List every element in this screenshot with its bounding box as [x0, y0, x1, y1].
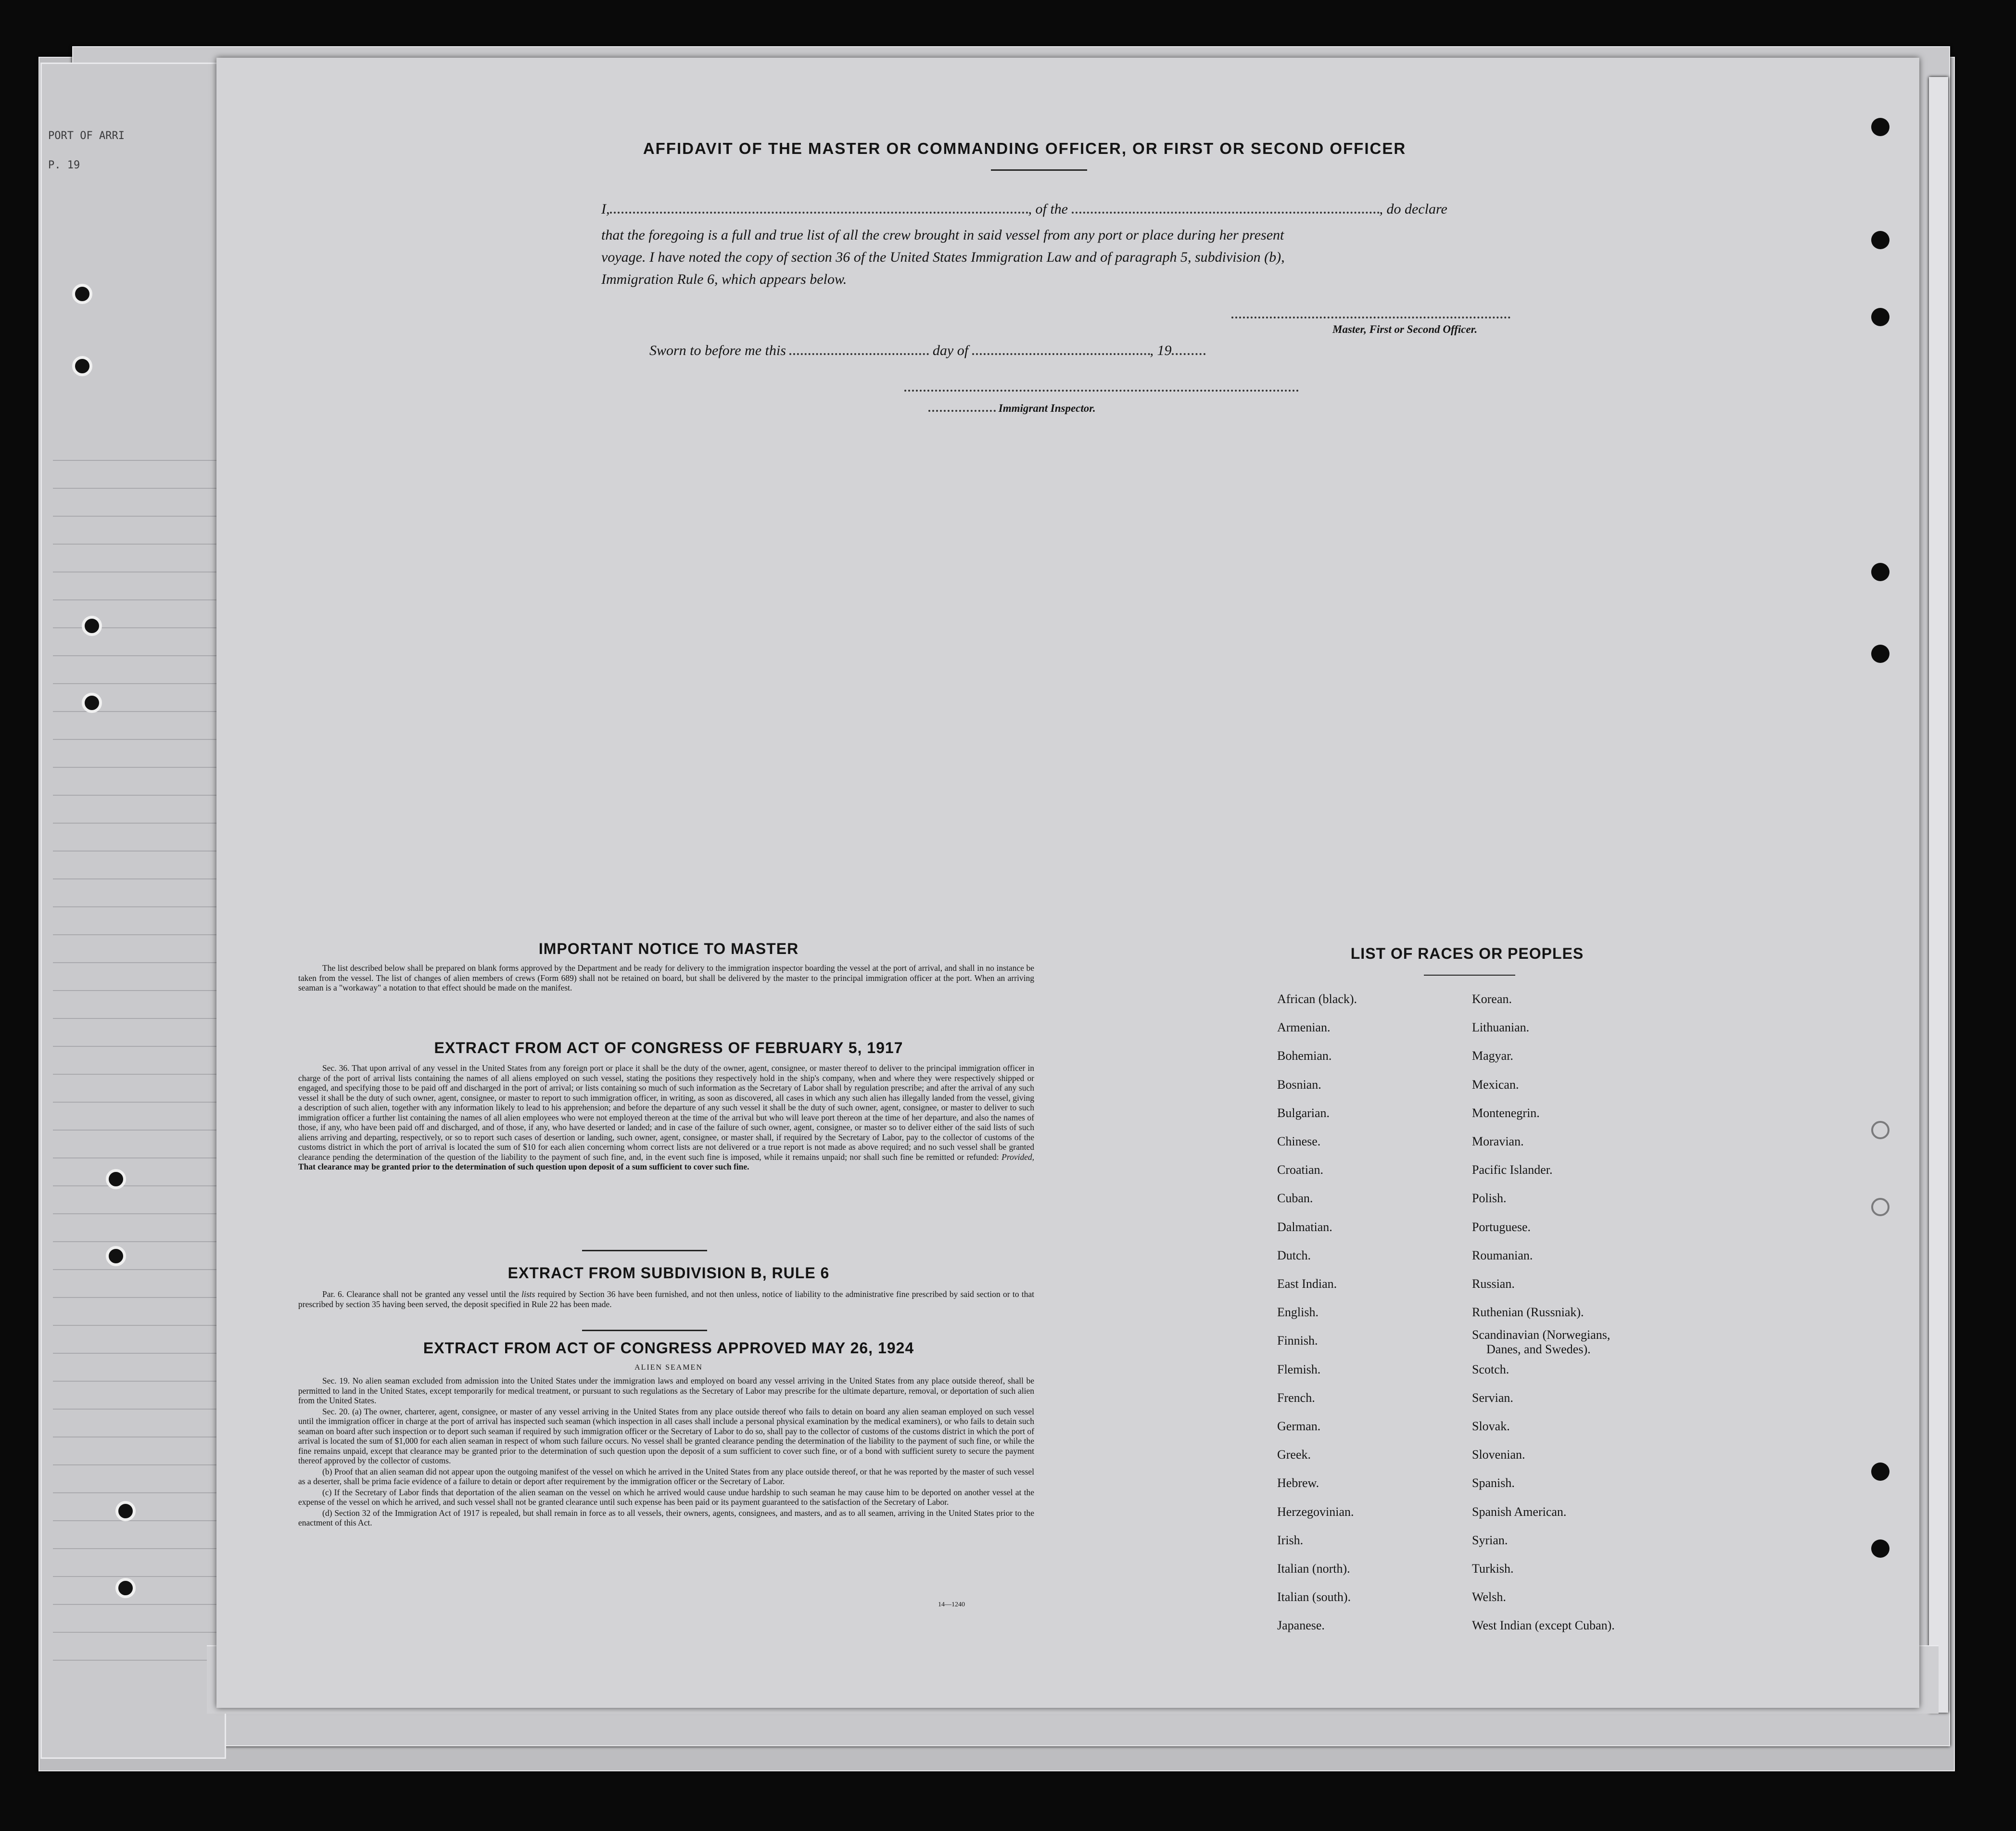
sworn-prefix: Sworn to before me this [649, 343, 786, 358]
race-entry: Danes, and Swedes). [1486, 1342, 1591, 1356]
port-stamp [48, 130, 149, 255]
inspector-caption-line [928, 402, 1096, 415]
race-entry: Finnish. [1277, 1334, 1318, 1348]
sworn-mid: day of [932, 343, 969, 358]
race-entry: French. [1277, 1390, 1315, 1405]
extract-1924-body [298, 1376, 1034, 1529]
punch-hole [1871, 118, 1889, 136]
race-entry: Roumanian. [1472, 1248, 1533, 1262]
extract-1924-title: EXTRACT FROM ACT OF CONGRESS APPROVED MAY 26, 1924 [423, 1339, 914, 1357]
race-entry: Dutch. [1277, 1248, 1311, 1262]
race-entry: Turkish. [1472, 1562, 1514, 1576]
punch-hole [1871, 645, 1889, 663]
day-blank[interactable] [789, 348, 929, 355]
name-blank[interactable] [610, 207, 1028, 214]
punch-hole [115, 1578, 136, 1598]
signature-caption: Master, First or Second Officer. [1332, 323, 1478, 335]
race-entry: Bohemian. [1277, 1049, 1332, 1063]
race-entry: Welsh. [1472, 1590, 1506, 1604]
race-entry: Lithuanian. [1472, 1020, 1530, 1035]
race-entry: Italian (north). [1277, 1562, 1350, 1576]
punch-hole [106, 1169, 126, 1189]
section-20b-paragraph: (b) Proof that an alien seaman did not appear upon the outgoing manifest of the vessel on which he arrived in the United States from any place outside thereof, or that he was reported by the master of such vessel as a deserter, shall be prima facie evidence of a failure to detain or deport after requirement by the immigration officer or the Secretary of Labor. [298, 1466, 1034, 1486]
punch-hole [1871, 563, 1889, 581]
race-entry: Italian (south). [1277, 1590, 1351, 1604]
punch-hole [1871, 231, 1889, 249]
race-entry: Montenegrin. [1472, 1106, 1540, 1120]
race-entry: Servian. [1472, 1390, 1513, 1405]
race-entry: Magyar. [1472, 1049, 1513, 1063]
race-entry: Chinese. [1277, 1134, 1321, 1148]
crew-manifest-back-page [216, 58, 1919, 1708]
race-entry: Flemish. [1277, 1362, 1321, 1376]
race-entry: German. [1277, 1419, 1321, 1433]
notice-body [298, 963, 1034, 994]
inspector-signature-line[interactable] [904, 390, 1299, 392]
race-entry: Herzegovinian. [1277, 1504, 1354, 1519]
sworn-line [649, 343, 1205, 359]
notice-paragraph: The list described below shall be prepared on blank forms approved by the Department and be ready for delivery to the immigration inspector boarding the vessel at the port of arrival, and shall in no instance be taken from the vessel. The list of changes of alien members of crews (Form 689) shall not be retained on board, but shall be delivered by the master to the principal immigration officer at the port. When an arriving seaman is a "workaway" a notation to that effect should be made on the manifest. [298, 963, 1034, 992]
race-entry: Croatian. [1277, 1163, 1324, 1177]
year-blank[interactable] [1172, 348, 1205, 355]
extract-rule6-title: EXTRACT FROM SUBDIVISION B, RULE 6 [507, 1264, 830, 1282]
race-entry: Korean. [1472, 992, 1512, 1006]
race-entry: Ruthenian (Russniak). [1472, 1305, 1584, 1320]
punch-hole [115, 1501, 136, 1521]
race-entry: West Indian (except Cuban). [1472, 1618, 1615, 1633]
declaration-text: voyage. I have noted the copy of section 36 of the United States Immigration Law and of paragraph 5, subdivision (b), [601, 249, 1285, 265]
race-entry: Syrian. [1472, 1533, 1508, 1547]
rule6-text: required by Section 36 have been furnished, and not then unless, notice of liability to the administrative fine prescribed by said section or to that prescribed by section 35 having been served, the deposit specified in Rule 22 has been made. [298, 1289, 1035, 1309]
sworn-suffix: , 19 [1150, 343, 1172, 358]
races-title: LIST OF RACES OR PEOPLES [1350, 945, 1584, 962]
punch-hole [1871, 1539, 1889, 1558]
race-entry: Scandinavian (Norwegians, [1472, 1328, 1610, 1342]
declare-mid: , of the [1028, 201, 1068, 217]
extract-1917-body [298, 1063, 1034, 1173]
race-entry: Slovak. [1472, 1419, 1510, 1433]
declaration-line [601, 201, 1447, 217]
race-entry: Bosnian. [1277, 1077, 1321, 1092]
punch-hole [82, 616, 102, 636]
section-36-text: Sec. 36. That upon arrival of any vessel in the United States from any foreign port or place it shall be the duty of the owner, agent, consignee, or master thereof to deliver to the principal immigration officer in charge of the port of arrival lists containing the names of all aliens employed on such vessel, stating the positions they respectively hold in the ship's company, when and where they were respectively shipped or engaged, and specifying those to be paid off and discharged in the port of arrival; or lists containing so much of such information as the Secretary of Labor shall by regulation prescribe; and after the arrival of any such vessel it shall be the duty of such owner, agent, consignee, or master to report to such immigration officer, in writing, as soon as discovered, all cases in which any such alien has illegally landed from the vessel, giving a description of such alien, together with any information likely to lead to his apprehension; and before the departure of any such vessel it shall be the duty of such owner, agent, consignee, or master to deliver to such immigration officer a further list containing the names of all alien employees who were not employed thereon at the time of the arrival but who will leave port thereon at the time of her departure, and also the names of those, if any, who have been paid off and discharged, and of those, if any, who have deserted or landed; and in case of the failure of such owner, agent, consignee, or master so to deliver either of the said lists of such aliens arriving and departing, respectively, or so to report such cases of desertion or landing, such owner, agent, consignee, or master shall, if required by the Secretary of Labor, pay to the collector of customs of the customs district in which the port of arrival is located the sum of $10 for each alien concerning whom correct lists are not delivered or a true report is not made as above required; and no such vessel shall be granted clearance pending the determination of the question of the liability to the payment of such fine, and, in the event such fine is imposed, while it remains unpaid; nor shall such fine be remitted or refunded: [298, 1063, 1034, 1162]
race-entry: Portuguese. [1472, 1220, 1531, 1234]
stamp-line: P. 19 [48, 159, 80, 171]
race-entry: Armenian. [1277, 1020, 1331, 1035]
section-19-paragraph: Sec. 19. No alien seaman excluded from admission into the United States under the immigration laws and employed on board any vessel arriving in the United States from any place outside thereof, shall be permitted to land in the United States, except temporarily for medical treatment, or pursuant to such regulations as the Secretary of Labor may prescribe for the ultimate departure, removal, or deportation of such alien from the United States. [298, 1376, 1034, 1405]
notice-title: IMPORTANT NOTICE TO MASTER [538, 940, 799, 957]
section-rule [582, 1250, 707, 1251]
extract-1917-title: EXTRACT FROM ACT OF CONGRESS OF FEBRUARY 5, 1917 [434, 1039, 903, 1056]
section-20d-paragraph: (d) Section 32 of the Immigration Act of 1917 is repealed, but shall remain in force as to all vessels, their owners, agents, consignees, and masters, and as to all seamen, arriving in the United States prior to the enactment of this Act. [298, 1508, 1034, 1527]
race-entry: Greek. [1277, 1448, 1311, 1462]
race-entry: Spanish. [1472, 1476, 1515, 1490]
vessel-blank[interactable] [1072, 207, 1380, 214]
race-entry: Russian. [1472, 1277, 1515, 1291]
rule6-paragraph [298, 1289, 1034, 1309]
punch-hole [1871, 1121, 1889, 1139]
rule6-text: Par. 6. Clearance shall not be granted any vessel until the [322, 1289, 519, 1299]
stamp-line: PORT OF ARRI [48, 130, 125, 142]
race-entry: Polish. [1472, 1191, 1507, 1206]
race-entry: Scotch. [1472, 1362, 1509, 1376]
section-rule [582, 1330, 707, 1331]
declaration-text: Immigration Rule 6, which appears below. [601, 271, 847, 287]
extract-rule6-body [298, 1289, 1034, 1310]
section-36-paragraph [298, 1063, 1034, 1172]
title-rule [991, 169, 1087, 171]
form-number: 14—1240 [938, 1601, 965, 1608]
inspector-caption: Immigrant Inspector. [998, 402, 1096, 414]
punch-hole [82, 693, 102, 713]
race-entry: Dalmatian. [1277, 1220, 1332, 1234]
race-entry: Spanish American. [1472, 1504, 1567, 1519]
race-entry: Japanese. [1277, 1618, 1325, 1633]
race-entry: Cuban. [1277, 1191, 1313, 1206]
races-title-rule [1424, 975, 1515, 976]
section-20a-paragraph: Sec. 20. (a) The owner, charterer, agent, consignee, or master of any vessel arriving in the United States from any place outside thereof who fails to detain on board any alien seaman employed on such vessel until the immigration officer in charge at the port of arrival has inspected such seaman (which inspection in all cases shall include a personal physical examination by the medical examiners), or who fails to detain such seaman on board after such inspection or to deport such seaman if required by such immigration officer or the Secretary of Labor to do so, shall pay to the collector of customs of the customs district in which the port of arrival is located the sum of $1,000 for each alien seaman in respect of whom such failure occurs. No vessel shall be granted clearance pending the determination of the liability to the payment of such fine, or while the fine remains unpaid, except that clearance may be granted prior to the determination of such question upon the deposit of a sum sufficient to cover such fine, or of a bond with sufficient surety to secure the payment thereof approved by the collector of customs. [298, 1406, 1034, 1465]
punch-hole [1871, 1198, 1889, 1216]
proviso-word: Provided, [1002, 1152, 1034, 1162]
month-blank[interactable] [972, 348, 1150, 355]
inspector-blank[interactable] [928, 405, 996, 412]
race-entry: Mexican. [1472, 1077, 1519, 1092]
punch-hole [1871, 308, 1889, 326]
race-entry: Bulgarian. [1277, 1106, 1330, 1120]
punch-hole [106, 1246, 126, 1266]
race-entry: Irish. [1277, 1533, 1304, 1547]
alien-seamen-subtitle: ALIEN SEAMEN [634, 1363, 703, 1372]
section-20c-paragraph: (c) If the Secretary of Labor finds that deportation of the alien seaman on the vessel on which he arrived would cause undue hardship to such seaman he may cause him to be deported on another vessel at the expense of the vessel on which he arrived, and such vessel shall not be granted clearance until such expense has been paid or its payment guaranteed to the satisfaction of the Secretary of Labor. [298, 1487, 1034, 1507]
race-entry: Pacific Islander. [1472, 1163, 1553, 1177]
declare-prefix: I, [601, 201, 610, 217]
section-36-proviso-text: That clearance may be granted prior to the determination of such question upon deposit of a sum sufficient to cover such fine. [298, 1162, 749, 1171]
sheet-edge [1929, 77, 1948, 1713]
punch-hole [72, 284, 92, 304]
race-entry: Slovenian. [1472, 1448, 1525, 1462]
signature-line[interactable] [1231, 317, 1510, 318]
ledger-lines [53, 433, 216, 1684]
punch-hole [1871, 1462, 1889, 1481]
race-entry: African (black). [1277, 992, 1357, 1006]
race-entry: East Indian. [1277, 1277, 1337, 1291]
declare-suffix: , do declare [1379, 201, 1447, 217]
lists-word: lists [521, 1289, 535, 1299]
race-entry: Moravian. [1472, 1134, 1524, 1148]
declaration-text: that the foregoing is a full and true list of all the crew brought in said vessel from any port or place during her present [601, 227, 1284, 243]
punch-hole [72, 356, 92, 376]
race-entry: English. [1277, 1305, 1319, 1320]
race-entry: Hebrew. [1277, 1476, 1319, 1490]
affidavit-title: AFFIDAVIT OF THE MASTER OR COMMANDING OFFICER, OR FIRST OR SECOND OFFICER [643, 140, 1407, 157]
